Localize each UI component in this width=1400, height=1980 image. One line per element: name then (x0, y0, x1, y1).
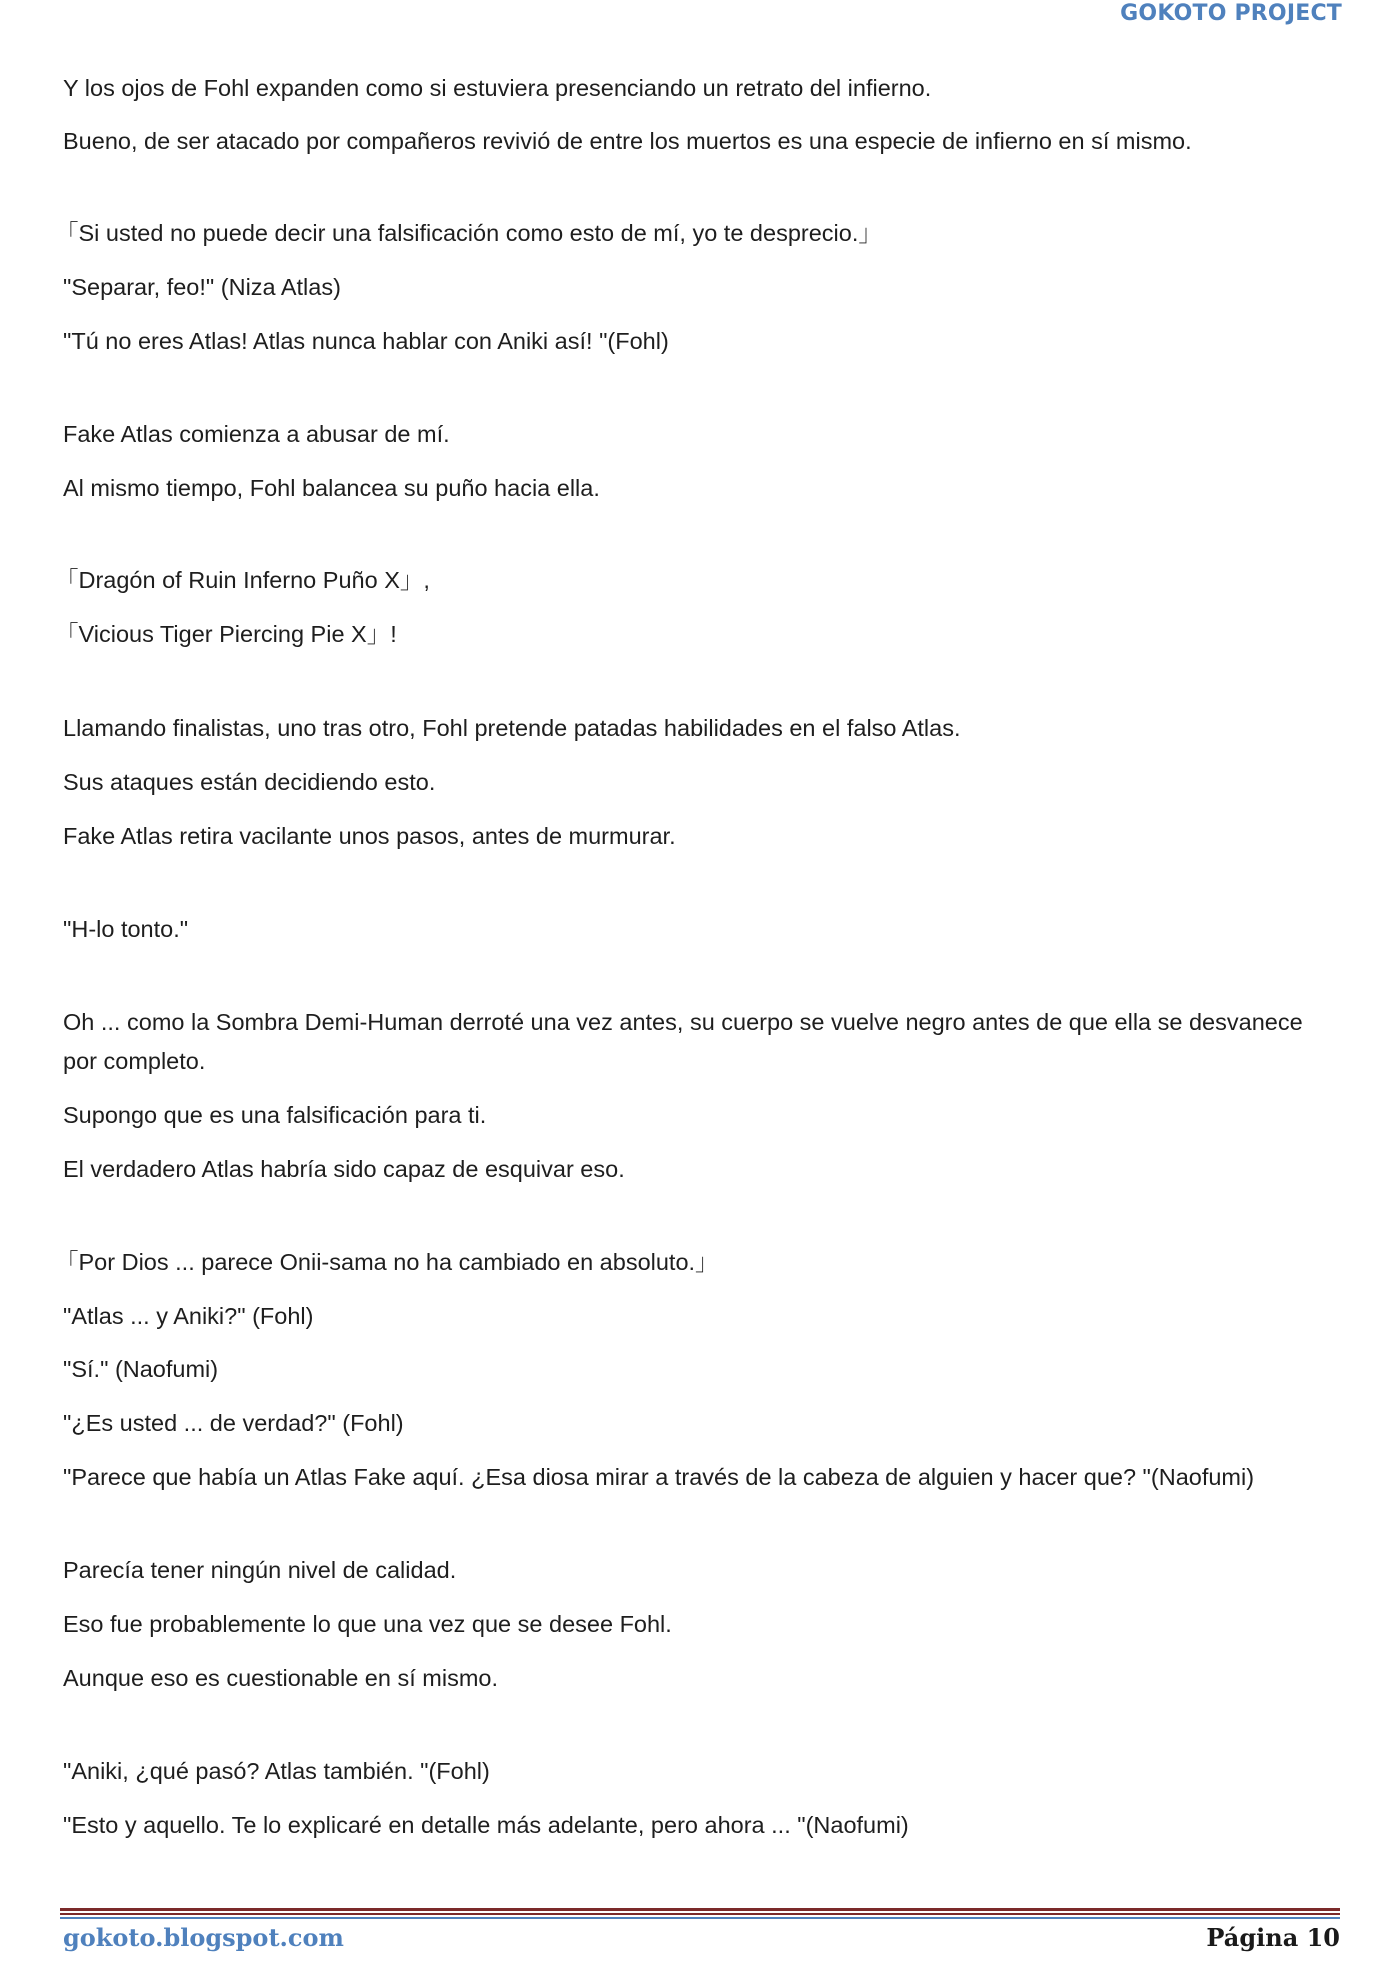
header-brand: GOKOTO PROJECT (1120, 1, 1342, 26)
paragraph: "H-lo tonto." (63, 916, 189, 942)
paragraph: Aunque eso es cuestionable en sí mismo. (63, 1665, 499, 1691)
footer-page-number: Página 10 (1206, 1923, 1340, 1952)
footer-rule (60, 1913, 1340, 1915)
paragraph: Al mismo tiempo, Fohl balancea su puño hacia ella. (63, 475, 600, 501)
footer-site-url: gokoto.blogspot.com (63, 1923, 344, 1952)
paragraph: 「Dragón of Ruin Inferno Puño X」, (55, 567, 430, 593)
paragraph: 「Por Dios ... parece Onii-sama no ha cambiado en absoluto.」 (55, 1249, 719, 1275)
paragraph: Llamando finalistas, uno tras otro, Fohl pretende patadas habilidades en el falso Atlas. (63, 715, 961, 741)
paragraph: 「Si usted no puede decir una falsificación como esto de mí, yo te desprecio.」 (55, 220, 882, 246)
paragraph: Eso fue probablemente lo que una vez que se desee Fohl. (63, 1611, 672, 1637)
paragraph: "Esto y aquello. Te lo explicaré en detalle más adelante, pero ahora ... "(Naofumi) (63, 1812, 909, 1838)
paragraph: Bueno, de ser atacado por compañeros revivió de entre los muertos es una especie de infierno en sí mismo. (63, 128, 1192, 154)
paragraph: "Separar, feo!" (Niza Atlas) (63, 274, 341, 300)
paragraph: "Tú no eres Atlas! Atlas nunca hablar con Aniki así! "(Fohl) (63, 328, 669, 354)
paragraph: El verdadero Atlas habría sido capaz de esquivar eso. (63, 1156, 625, 1182)
paragraph: "Parece que había un Atlas Fake aquí. ¿Esa diosa mirar a través de la cabeza de alguien y hacer que? "(Naofumi) (63, 1464, 1255, 1490)
paragraph: Oh ... como la Sombra Demi-Human derroté una vez antes, su cuerpo se vuelve negro antes de que ella se desvanece por completo. (63, 1009, 1303, 1074)
paragraph: "Atlas ... y Aniki?" (Fohl) (63, 1303, 314, 1329)
paragraph: 「Vicious Tiger Piercing Pie X」! (55, 621, 397, 647)
paragraph: Parecía tener ningún nivel de calidad. (63, 1557, 457, 1583)
paragraph: Y los ojos de Fohl expanden como si estuviera presenciando un retrato del infierno. (63, 75, 932, 101)
paragraph: Fake Atlas retira vacilante unos pasos, antes de murmurar. (63, 823, 676, 849)
paragraph: Sus ataques están decidiendo esto. (63, 769, 436, 795)
footer-rule (60, 1917, 1340, 1919)
paragraph: "Aniki, ¿qué pasó? Atlas también. "(Fohl) (63, 1758, 490, 1784)
paragraph: "¿Es usted ... de verdad?" (Fohl) (63, 1410, 404, 1436)
paragraph: Supongo que es una falsificación para ti. (63, 1102, 487, 1128)
paragraph: "Sí." (Naofumi) (63, 1356, 219, 1382)
paragraph: Fake Atlas comienza a abusar de mí. (63, 421, 450, 447)
footer-rule (60, 1908, 1340, 1911)
